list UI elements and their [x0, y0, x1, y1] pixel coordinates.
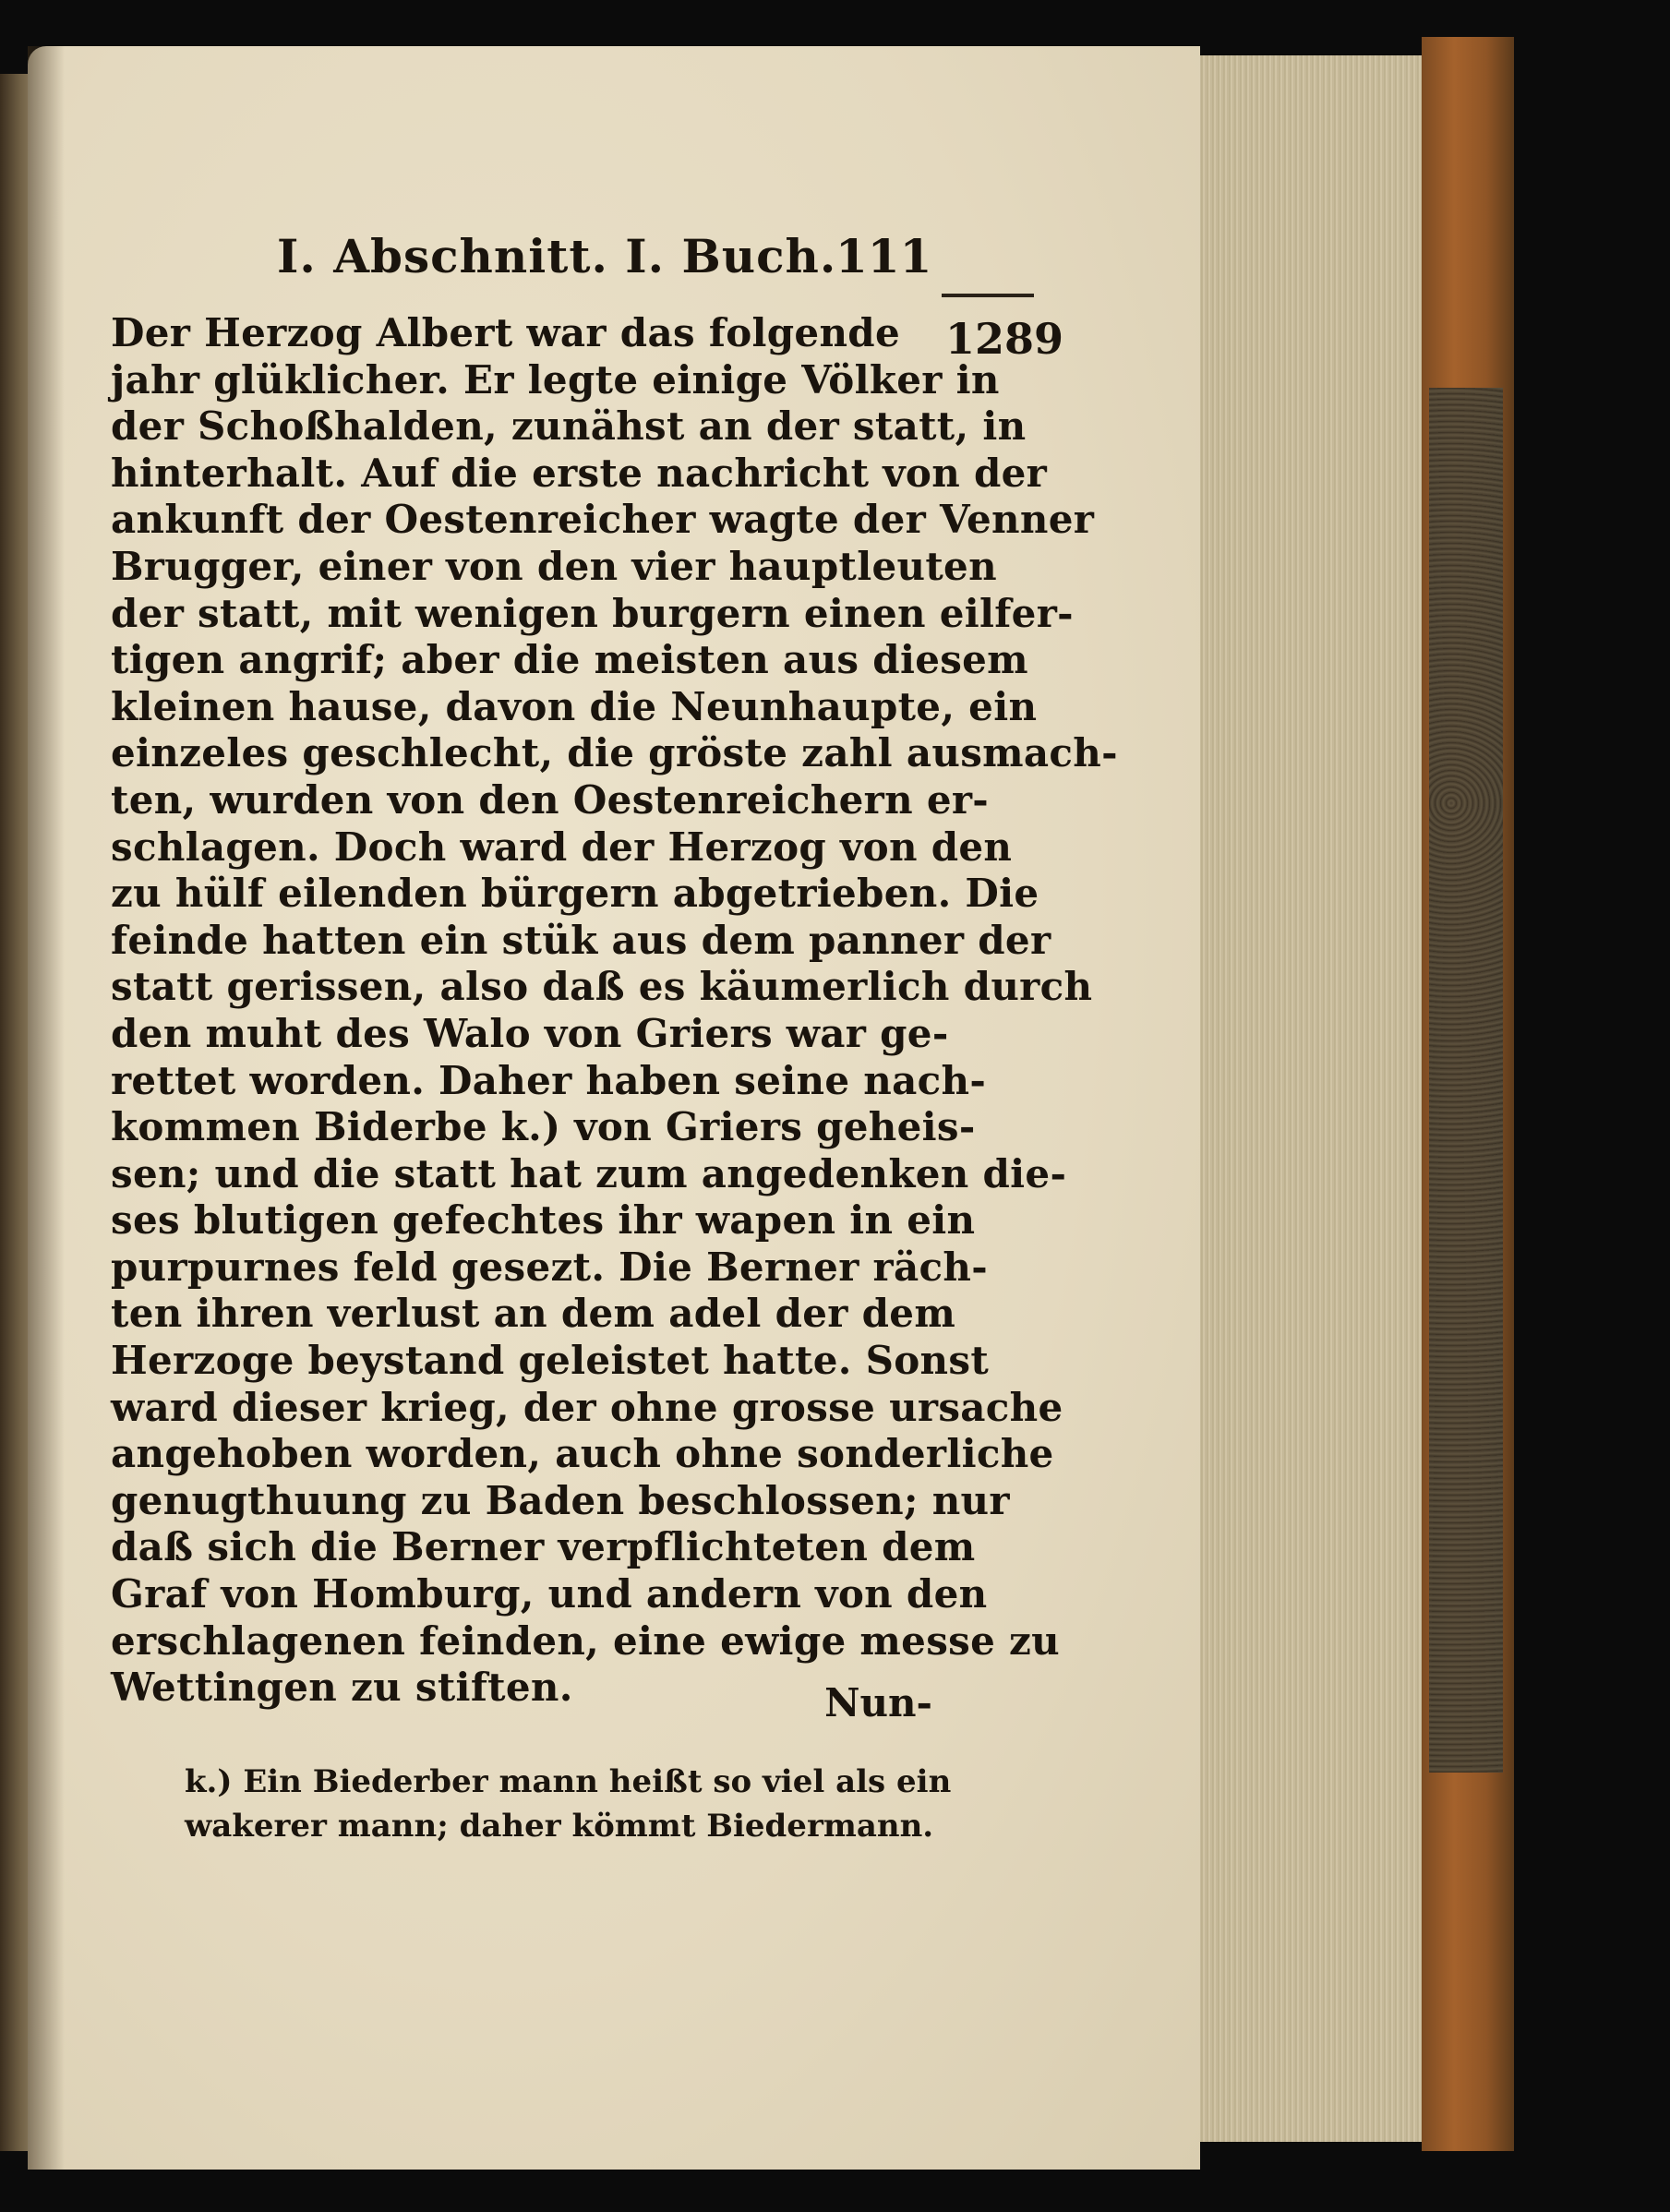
text-line: Graf von Homburg, und andern von den: [111, 1571, 988, 1617]
footnote: [185, 1760, 952, 1848]
text-line: kommen Biderbe k.) von Griers geheis-: [111, 1104, 976, 1150]
text-line: hinterhalt. Auf die erste nachricht von der: [111, 450, 1048, 496]
text-line: rettet worden. Daher haben seine nach-: [111, 1057, 987, 1103]
text-line: statt gerissen, also daß es käumerlich durch: [111, 964, 1093, 1010]
page-block-edges: [1200, 55, 1440, 2142]
text-line: Wettingen zu stiften.: [111, 1665, 573, 1711]
text-line: tigen angrif; aber die meisten aus diesem: [111, 637, 1028, 683]
text-line: ankunft der Oestenreicher wagte der Venner: [111, 497, 1095, 543]
text-line: ward dieser krieg, der ohne grosse ursache: [111, 1384, 1063, 1430]
text-line: daß sich die Berner verpflichteten dem: [111, 1524, 976, 1570]
footnote-line: k.) Ein Biederber mann heißt so viel als ein: [185, 1763, 952, 1800]
page-number: 111: [835, 229, 932, 283]
text-line: Der Herzog Albert war das folgende: [111, 310, 900, 355]
margin-year-note: 1289: [945, 314, 1064, 364]
margin-rule: [942, 294, 1034, 297]
text-line: ses blutigen gefechtes ihr wapen in ein: [111, 1197, 976, 1244]
footnote-line: wakerer mann; daher kömmt Biedermann.: [185, 1808, 934, 1845]
text-line: sen; und die statt hat zum angedenken die-: [111, 1150, 1067, 1196]
text-line: jahr glüklicher. Er legte einige Völker in: [111, 356, 1000, 403]
text-line: einzeles geschlecht, die gröste zahl ausmach-: [111, 730, 1118, 776]
text-line: Brugger, einer von den vier hauptleuten: [111, 543, 997, 589]
text-line: angehoben worden, auch ohne sonderliche: [111, 1431, 1054, 1477]
text-line: der Schoßhalden, zunähst an der statt, in: [111, 403, 1027, 450]
text-line: ten ihren verlust an dem adel der dem: [111, 1291, 956, 1337]
text-line: ten, wurden von den Oestenreichern er-: [111, 776, 990, 823]
text-line: der statt, mit wenigen burgern einen eilfer-: [111, 590, 1074, 636]
text-line: den muht des Walo von Griers war ge-: [111, 1010, 949, 1056]
text-line: zu hülf eilenden bürgern abgetrieben. Die: [111, 871, 1039, 917]
text-line: purpurnes feld gesezt. Die Berner räch-: [111, 1244, 988, 1290]
text-line: Herzoge beystand geleistet hatte. Sonst: [111, 1338, 990, 1384]
text-line: feinde hatten ein stük aus dem panner der: [111, 917, 1051, 963]
text-line: genugthuung zu Baden beschlossen; nur: [111, 1477, 1010, 1523]
text-line: erschlagenen feinden, eine ewige messe zu: [111, 1617, 1061, 1664]
text-line: schlagen. Doch ward der Herzog von den: [111, 823, 1013, 870]
catchword: Nun-: [824, 1680, 932, 1725]
marbled-board: [1429, 388, 1503, 1773]
text-line: kleinen hause, davon die Neunhaupte, ein: [111, 683, 1038, 729]
running-head: I. Abschnitt. I. Buch.: [277, 229, 837, 283]
page-gutter-shadow: [28, 46, 65, 2170]
